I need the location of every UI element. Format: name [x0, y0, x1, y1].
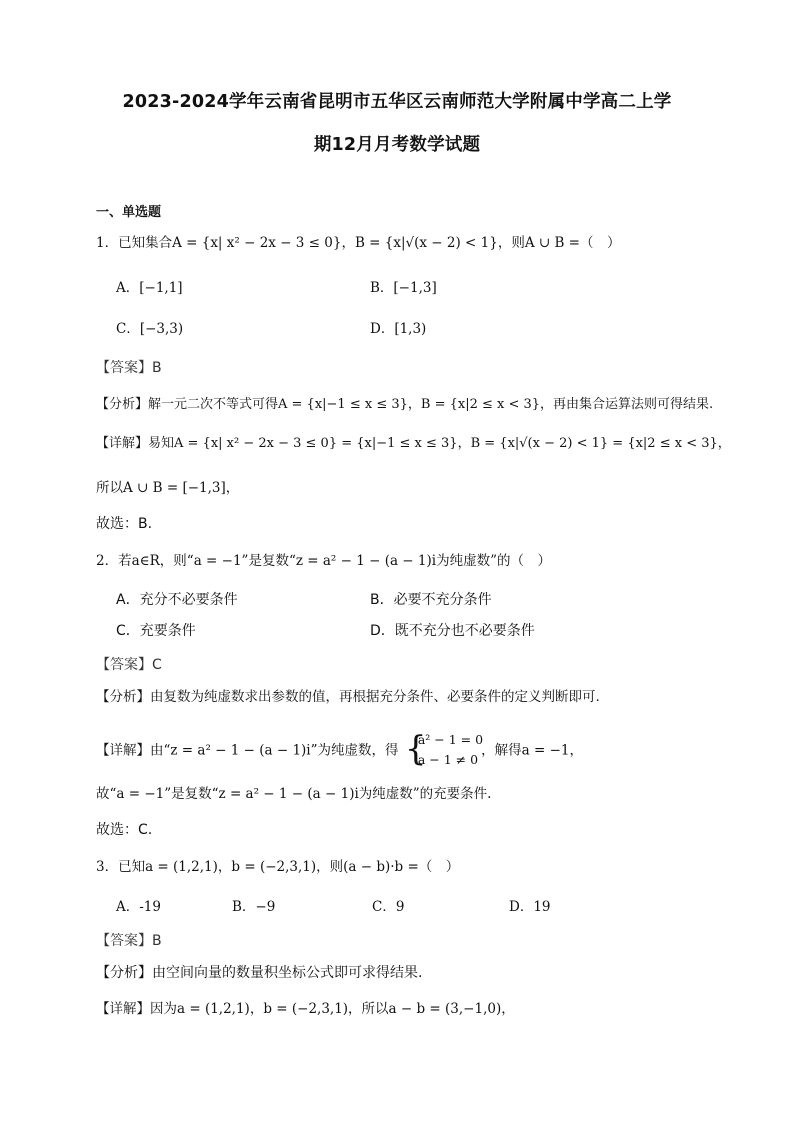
question-2-option-b: B．必要不充分条件 [370, 592, 492, 608]
question-1-detail-line-1: 【详解】易知A = {x| x² − 2x − 3 ≤ 0} = {x|−1 ≤ x ≤ 3}，B = {x|√(x − 2) < 1} = {x|2 ≤ x < 3}， [96, 436, 731, 451]
question-2-conclusion: 故选：C. [96, 822, 153, 838]
question-2-option-a: A．充分不必要条件 [116, 592, 238, 608]
question-3-answer: 【答案】B [96, 933, 162, 949]
question-3-detail-line-1: 【详解】因为a = (1,2,1)，b = (−2,3,1)，所以a − b = (3,−1,0)， [96, 1001, 515, 1017]
system-equation-1: a² − 1 = 0 [417, 732, 484, 747]
question-3-option-c: C．9 [372, 899, 405, 915]
question-3-stem: 3．已知a = (1,2,1)，b = (−2,3,1)，则(a − b)·b =（ ） [96, 859, 460, 875]
question-1-option-c: C．[−3,3) [116, 321, 184, 337]
question-3-option-a: A．-19 [116, 899, 161, 915]
question-1-answer: 【答案】B [96, 360, 162, 376]
system-equation-2: a − 1 ≠ 0 [417, 752, 479, 767]
question-1-stem: 1．已知集合A = {x| x² − 2x − 3 ≤ 0}，B = {x|√(x − 2) < 1}，则A ∪ B =（ ） [96, 235, 621, 251]
equation-system [404, 729, 484, 771]
question-2-detail-line-2: 故“a = −1”是复数“z = a² − 1 − (a − 1)i为纯虚数”的充要条件. [96, 786, 492, 802]
detail-prefix: 【详解】由“z = a² − 1 − (a − 1)i”为纯虚数，得 [96, 742, 399, 759]
question-1-option-a: A．[−1,1] [116, 280, 183, 296]
question-2-option-d: D．既不充分也不必要条件 [370, 623, 535, 639]
question-2-option-c: C．充要条件 [116, 623, 196, 639]
title-line-1: 2023-2024学年云南省昆明市五华区云南师范大学附属中学高二上学 [122, 92, 672, 112]
question-1-detail-line-2: 所以A ∪ B = [−1,3]， [96, 480, 240, 496]
question-1-option-b: B．[−1,3] [370, 280, 437, 296]
question-2-stem: 2．若a∈R，则“a = −1”是复数“z = a² − 1 − (a − 1)i为纯虚数”的（ ） [96, 553, 551, 569]
brace-icon: { [404, 729, 427, 769]
question-3-option-d: D．19 [509, 899, 551, 915]
question-1-conclusion: 故选：B. [96, 516, 153, 532]
section-heading: 一、单选题 [96, 205, 162, 220]
question-1-analysis: 【分析】解一元二次不等式可得A = {x|−1 ≤ x ≤ 3}，B = {x|2 ≤ x < 3}，再由集合运算法则可得结果. [96, 397, 714, 412]
question-3-analysis: 【分析】由空间向量的数量积坐标公式即可求得结果. [96, 965, 423, 981]
question-1-option-d: D．[1,3) [370, 321, 427, 337]
question-2-detail-line-1 [96, 731, 583, 771]
question-2-analysis: 【分析】由复数为纯虚数求出参数的值，再根据充分条件、必要条件的定义判断即可. [96, 689, 600, 705]
title-line-2: 期12月月考数学试题 [313, 135, 481, 155]
question-2-answer: 【答案】C [96, 657, 162, 673]
question-3-option-b: B．−9 [232, 899, 276, 915]
detail-suffix: ，解得a = −1， [481, 742, 583, 759]
